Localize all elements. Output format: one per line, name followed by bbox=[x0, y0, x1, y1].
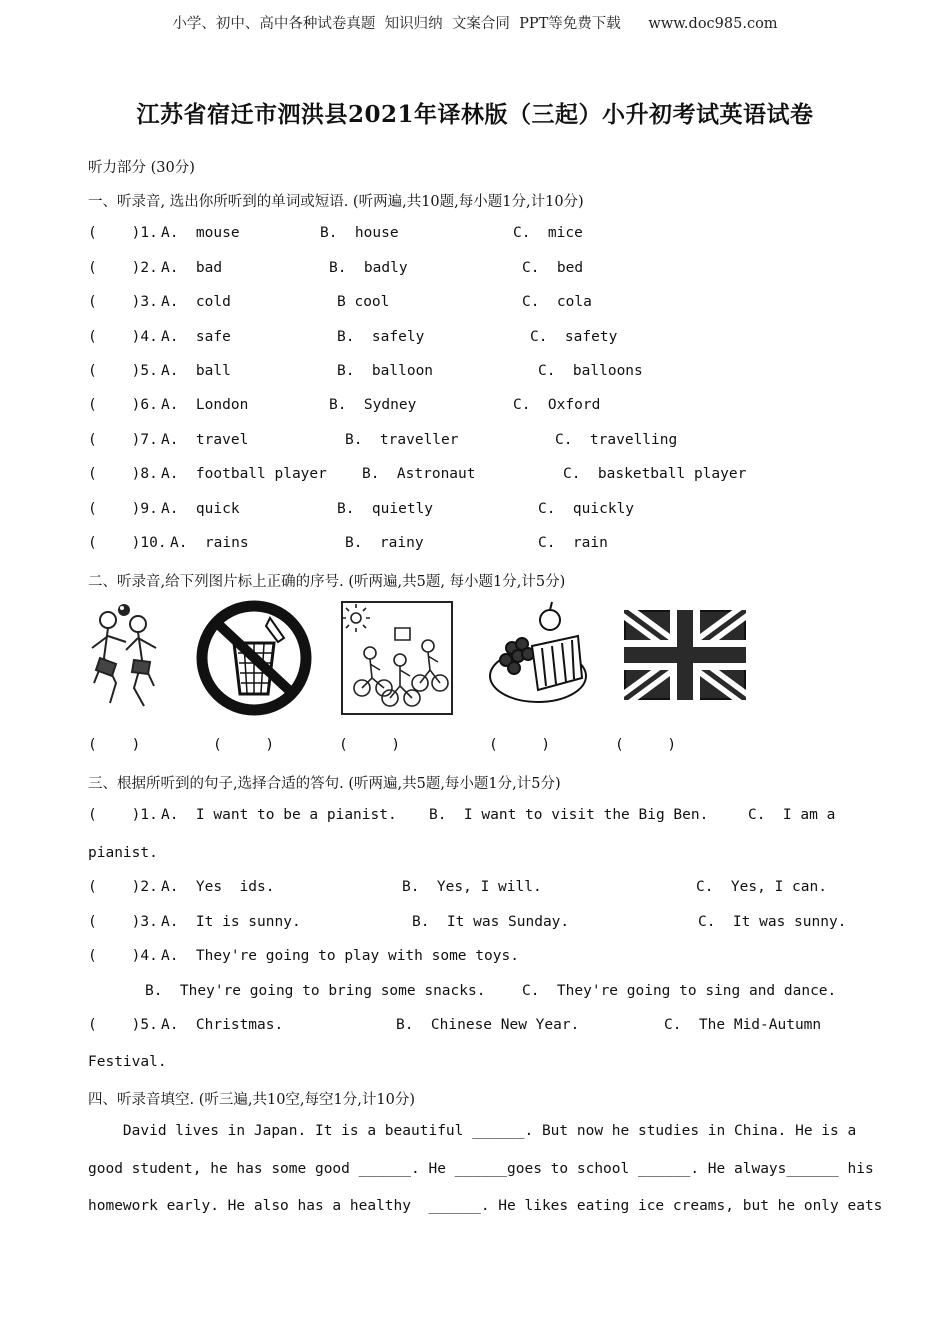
s3-q4-option-c: C. They're going to sing and dance. bbox=[522, 983, 837, 999]
s3-q5-number: ( )5. bbox=[88, 1017, 158, 1033]
s1-q9-option-a: A. quick bbox=[161, 501, 240, 517]
s1-q3-option-c: C. cola bbox=[522, 294, 592, 310]
kids-riding-bikes-picture bbox=[340, 598, 455, 718]
s3-q1-option-c: C. I am a bbox=[748, 807, 836, 823]
s1-q2-option-b: B. badly bbox=[329, 260, 408, 276]
s3-q2-option-a: A. Yes ids. bbox=[161, 879, 275, 895]
s1-q4-option-c: C. safety bbox=[530, 329, 618, 345]
s1-q1-number: ( )1. bbox=[88, 225, 158, 241]
picture-answer-blank-5: ( ) bbox=[615, 737, 677, 753]
s1-q9-option-b: B. quietly bbox=[337, 501, 434, 517]
s1-q3-number: ( )3. bbox=[88, 294, 158, 310]
cloze-line-1: David lives in Japan. It is a beautiful ______. But now he studies in China. He is a bbox=[88, 1123, 857, 1139]
s1-q10-number: ( )10. bbox=[88, 535, 167, 551]
s1-q8-option-a: A. football player bbox=[161, 466, 327, 482]
section1-heading: 一、听录音, 选出你所听到的单词或短语. (听两遍,共10题,每小题1分,计10分) bbox=[88, 194, 584, 210]
s1-q4-option-a: A. safe bbox=[161, 329, 231, 345]
s3-q5-option-a: A. Christmas. bbox=[161, 1017, 284, 1033]
s3-q3-option-b: B. It was Sunday. bbox=[412, 914, 570, 930]
s3-q4-number: ( )4. bbox=[88, 948, 158, 964]
s1-q10-option-a: A. rains bbox=[170, 535, 249, 551]
s1-q4-number: ( )4. bbox=[88, 329, 158, 345]
s1-q1-option-a: A. mouse bbox=[161, 225, 240, 241]
s1-q9-number: ( )9. bbox=[88, 501, 158, 517]
s1-q5-option-a: A. ball bbox=[161, 363, 231, 379]
cloze-line-2: good student, he has some good ______. He ______goes to school ______. He always______ his bbox=[88, 1161, 874, 1177]
s1-q7-number: ( )7. bbox=[88, 432, 158, 448]
s1-q8-option-b: B. Astronaut bbox=[362, 466, 476, 482]
s1-q6-option-a: A. London bbox=[161, 397, 249, 413]
s1-q8-number: ( )8. bbox=[88, 466, 158, 482]
s3-q4-option-a: A. They're going to play with some toys. bbox=[161, 948, 519, 964]
s1-q1-option-b: B. house bbox=[320, 225, 399, 241]
s1-q6-option-b: B. Sydney bbox=[329, 397, 417, 413]
s1-q2-option-a: A. bad bbox=[161, 260, 223, 276]
cloze-line-3: homework early. He also has a healthy ______. He likes eating ice creams, but he only eats bbox=[88, 1198, 883, 1214]
s1-q9-option-c: C. quickly bbox=[538, 501, 635, 517]
section2-heading: 二、听录音,给下列图片标上正确的序号. (听两遍,共5题, 每小题1分,计5分) bbox=[88, 574, 566, 590]
s1-q5-number: ( )5. bbox=[88, 363, 158, 379]
s3-q3-number: ( )3. bbox=[88, 914, 158, 930]
s3-q5-option-c-continued: Festival. bbox=[88, 1054, 167, 1070]
british-flag-picture bbox=[624, 610, 746, 700]
picture-answer-blank-4: ( ) bbox=[489, 737, 551, 753]
s1-q2-number: ( )2. bbox=[88, 260, 158, 276]
section3-heading: 三、根据所听到的句子,选择合适的答句. (听两遍,共5题,每小题1分,计5分) bbox=[88, 776, 561, 792]
picture-answer-blank-1: ( ) bbox=[88, 737, 141, 753]
s1-q6-number: ( )6. bbox=[88, 397, 158, 413]
s1-q4-option-b: B. safely bbox=[337, 329, 425, 345]
s3-q4-option-b: B. They're going to bring some snacks. bbox=[145, 983, 486, 999]
s1-q6-option-c: C. Oxford bbox=[513, 397, 601, 413]
s3-q5-option-c: C. The Mid-Autumn bbox=[664, 1017, 822, 1033]
s3-q2-option-b: B. Yes, I will. bbox=[402, 879, 542, 895]
s1-q7-option-b: B. traveller bbox=[345, 432, 459, 448]
s3-q1-option-a: A. I want to be a pianist. bbox=[161, 807, 397, 823]
s1-q5-option-c: C. balloons bbox=[538, 363, 643, 379]
s3-q3-option-a: A. It is sunny. bbox=[161, 914, 301, 930]
exam-title: 江苏省宿迁市泗洪县2021年译林版（三起）小升初考试英语试卷 bbox=[136, 101, 814, 128]
s1-q3-option-b: B cool bbox=[337, 294, 390, 310]
no-littering-sign-picture bbox=[192, 598, 317, 718]
page-header: 小学、初中、高中各种试卷真题 知识归纳 文案合同 PPT等免费下载 www.doc985.com bbox=[172, 16, 778, 32]
s3-q1-option-c-continued: pianist. bbox=[88, 845, 158, 861]
s1-q7-option-c: C. travelling bbox=[555, 432, 678, 448]
s1-q3-option-a: A. cold bbox=[161, 294, 231, 310]
s1-q1-option-c: C. mice bbox=[513, 225, 583, 241]
s3-q5-option-b: B. Chinese New Year. bbox=[396, 1017, 580, 1033]
s3-q2-option-c: C. Yes, I can. bbox=[696, 879, 827, 895]
s3-q1-number: ( )1. bbox=[88, 807, 158, 823]
picture-answer-blank-2: ( ) bbox=[213, 737, 275, 753]
football-players-picture bbox=[86, 598, 166, 713]
listening-heading: 听力部分 (30分) bbox=[88, 160, 195, 176]
picture-answer-blank-3: ( ) bbox=[339, 737, 401, 753]
section4-heading: 四、听录音填空. (听三遍,共10空,每空1分,计10分) bbox=[88, 1092, 415, 1108]
s1-q8-option-c: C. basketball player bbox=[563, 466, 747, 482]
s1-q5-option-b: B. balloon bbox=[337, 363, 434, 379]
s3-q1-option-b: B. I want to visit the Big Ben. bbox=[429, 807, 709, 823]
s3-q3-option-c: C. It was sunny. bbox=[698, 914, 847, 930]
s1-q2-option-c: C. bed bbox=[522, 260, 584, 276]
fruit-and-cake-picture bbox=[486, 598, 591, 708]
s1-q10-option-c: C. rain bbox=[538, 535, 608, 551]
s3-q2-number: ( )2. bbox=[88, 879, 158, 895]
s1-q7-option-a: A. travel bbox=[161, 432, 249, 448]
s1-q10-option-b: B. rainy bbox=[345, 535, 424, 551]
